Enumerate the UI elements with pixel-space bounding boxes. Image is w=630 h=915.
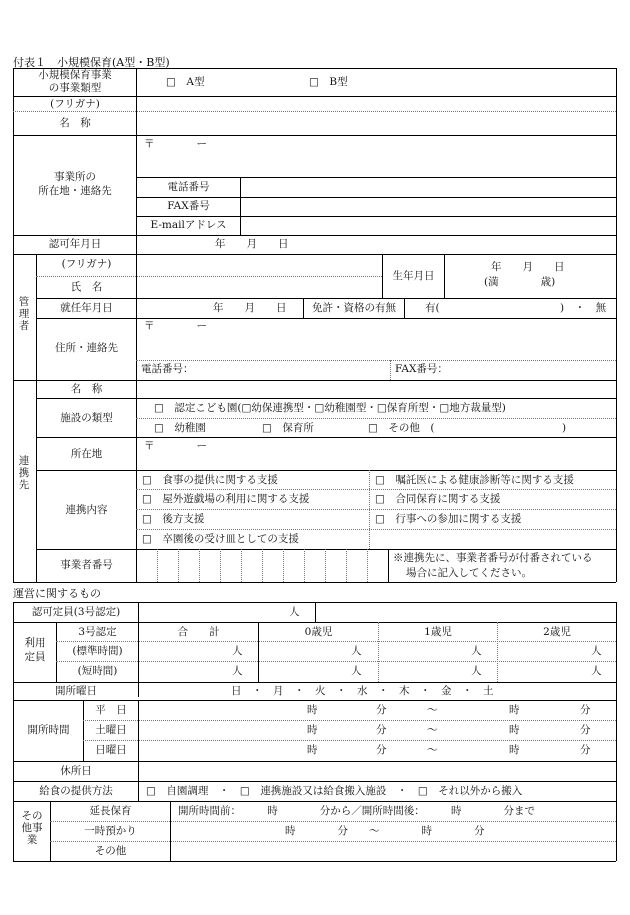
short-time-label: (短時間) xyxy=(77,665,118,677)
partnership-content-label: 連携内容 xyxy=(65,504,108,516)
saturday-label: 土曜日 xyxy=(95,724,127,736)
open-days-label: 開所曜日 xyxy=(55,685,97,697)
license-yes-option[interactable]: 有( xyxy=(425,302,440,314)
sunday-label: 日曜日 xyxy=(95,744,127,756)
business-type-label: 小規模保育事業 xyxy=(38,69,112,81)
facility-type-label: 施設の類型 xyxy=(60,412,113,424)
manager-name-label: 氏 名 xyxy=(70,281,103,293)
other-facility-close: ) xyxy=(562,422,567,434)
saturday-start-hour: 時 xyxy=(307,724,318,736)
furigana-label: (フリガナ) xyxy=(50,98,100,110)
age1-standard-unit: 人 xyxy=(471,645,482,657)
capacity-label: 認可定員(3号認定) xyxy=(31,606,121,618)
age2-standard-unit: 人 xyxy=(591,645,602,657)
business-number-note-2: 場合に記入してください。 xyxy=(406,567,532,579)
license-no-option[interactable]: ) ・ 無 xyxy=(560,302,607,314)
age2-header: 2歳児 xyxy=(543,626,571,638)
usage-capacity-label: 利用 xyxy=(24,637,46,649)
cert3-label: 3号認定 xyxy=(78,626,117,638)
type-b-checkbox[interactable]: □ B型 xyxy=(309,76,348,88)
partner-name-label: 名 称 xyxy=(70,383,103,395)
other-business-label: その 他事 業 xyxy=(21,810,43,847)
address-label-2: 所在地・連絡先 xyxy=(38,185,112,197)
type-a-checkbox[interactable]: □ A型 xyxy=(166,76,205,88)
approval-date-field[interactable]: 年 月 日 xyxy=(215,238,289,250)
nursery-checkbox[interactable]: □ 保育所 xyxy=(262,422,314,434)
temporary-care-hours[interactable]: 時 分 ～ 時 分 xyxy=(285,825,485,837)
joint-care-checkbox[interactable]: □ 合同保育に関する支援 xyxy=(375,493,501,505)
sunday-start-minute: 分 xyxy=(376,744,387,756)
event-support-checkbox[interactable]: □ 行事への参加に関する支援 xyxy=(375,513,522,525)
meal-method-options[interactable]: □ 自園調理 ・ □ 連携施設又は給食搬入施設 ・ □ それ以外から搬入 xyxy=(146,785,523,797)
sunday-end-minute: 分 xyxy=(580,744,591,756)
after-graduation-checkbox[interactable]: □ 卒園後の受け皿としての支援 xyxy=(142,533,299,545)
email-label: E-mailアドレス xyxy=(150,219,227,231)
fax-label: FAX番号 xyxy=(167,200,210,212)
extended-care-label: 延長保育 xyxy=(89,805,132,817)
capacity-unit: 人 xyxy=(289,606,300,618)
weekday-tilde: ～ xyxy=(427,704,438,716)
age1-header: 1歳児 xyxy=(424,626,452,638)
manager-side-label: 管 理 者 xyxy=(18,296,30,333)
saturday-start-minute: 分 xyxy=(376,724,387,736)
kindergarten-checkbox[interactable]: □ 幼稚園 xyxy=(154,422,206,434)
age2-short-unit: 人 xyxy=(591,665,602,677)
health-check-checkbox[interactable]: □ 嘱託医による健康診断等に関する支援 xyxy=(375,474,574,486)
appointed-date-label: 就任年月日 xyxy=(60,302,113,314)
weekday-label: 平 日 xyxy=(95,704,127,716)
weekday-end-minute: 分 xyxy=(580,704,591,716)
manager-address-label: 住所・連絡先 xyxy=(55,342,118,354)
weekday-start-hour: 時 xyxy=(307,704,318,716)
appointed-date-field[interactable]: 年 月 日 xyxy=(213,302,287,314)
meal-method-label: 給食の提供方法 xyxy=(39,785,113,797)
birth-age-field[interactable]: (満 歳) xyxy=(484,276,556,288)
manager-fax-label: FAX番号： xyxy=(395,363,448,375)
sunday-start-hour: 時 xyxy=(307,744,318,756)
meal-support-checkbox[interactable]: □ 食事の提供に関する支援 xyxy=(142,474,278,486)
weekday-end-hour: 時 xyxy=(509,704,520,716)
page-heading: 付表１ 小規模保育(A型・B型) xyxy=(13,56,170,69)
manager-tel-label: 電話番号： xyxy=(141,363,194,375)
license-label: 免許・資格の有無 xyxy=(312,302,396,314)
extended-care-hours[interactable]: 開所時間前： 時 分から／開所時間後： 時 分まで xyxy=(178,805,535,817)
total-standard-unit: 人 xyxy=(232,645,243,657)
standard-time-label: (標準時間) xyxy=(72,645,123,657)
tel-label: 電話番号 xyxy=(167,181,210,193)
closed-days-label: 休所日 xyxy=(60,765,92,777)
partner-side-label: 連 携 先 xyxy=(18,455,30,492)
total-short-unit: 人 xyxy=(232,665,243,677)
open-hours-label: 開所時間 xyxy=(27,724,70,736)
approval-date-label: 認可年月日 xyxy=(48,238,102,250)
business-number-note: ※連携先に、事業者番号が付番されている xyxy=(393,552,593,564)
sunday-end-hour: 時 xyxy=(509,744,520,756)
other-facility-checkbox[interactable]: □ その他 ( xyxy=(368,422,435,434)
total-header: 合 計 xyxy=(177,626,220,638)
birth-date-field[interactable]: 年 月 日 xyxy=(491,261,565,273)
operations-heading: 運営に関するもの xyxy=(13,587,101,600)
address-label: 事業所の xyxy=(54,171,96,183)
business-type-label-2: の事業類型 xyxy=(48,82,102,94)
other-label: その他 xyxy=(94,845,127,857)
name-label: 名 称 xyxy=(59,117,91,129)
partner-postal-field[interactable]: 〒 ー xyxy=(144,440,207,452)
age1-short-unit: 人 xyxy=(471,665,482,677)
birth-date-label: 生年月日 xyxy=(392,270,435,282)
usage-capacity-label-2: 定員 xyxy=(24,651,46,663)
business-number-label: 事業者番号 xyxy=(60,559,113,571)
temporary-care-label: 一時預かり xyxy=(84,825,137,837)
manager-furigana-label: (フリガナ) xyxy=(61,258,112,270)
certified-center-checkbox[interactable]: □ 認定こども園(□幼保連携型・□幼稚園型・□保育所型・□地方裁量型) xyxy=(154,402,506,414)
manager-postal-field[interactable]: 〒 ー xyxy=(144,320,207,332)
age0-header: 0歳児 xyxy=(304,626,333,638)
playground-checkbox[interactable]: □ 屋外遊戯場の利用に関する支援 xyxy=(142,493,310,505)
backup-support-checkbox[interactable]: □ 後方支援 xyxy=(142,513,205,525)
postal-field[interactable]: 〒 ー xyxy=(144,138,207,150)
saturday-end-minute: 分 xyxy=(580,724,591,736)
saturday-end-hour: 時 xyxy=(509,724,520,736)
sunday-tilde: ～ xyxy=(427,744,438,756)
age0-short-unit: 人 xyxy=(351,665,362,677)
age0-standard-unit: 人 xyxy=(351,645,362,657)
weekday-start-minute: 分 xyxy=(376,704,387,716)
location-label: 所在地 xyxy=(70,448,103,460)
open-days-options[interactable]: 日 ・ 月 ・ 火 ・ 水 ・ 木 ・ 金 ・ 土 xyxy=(231,685,494,697)
saturday-tilde: ～ xyxy=(427,724,438,736)
